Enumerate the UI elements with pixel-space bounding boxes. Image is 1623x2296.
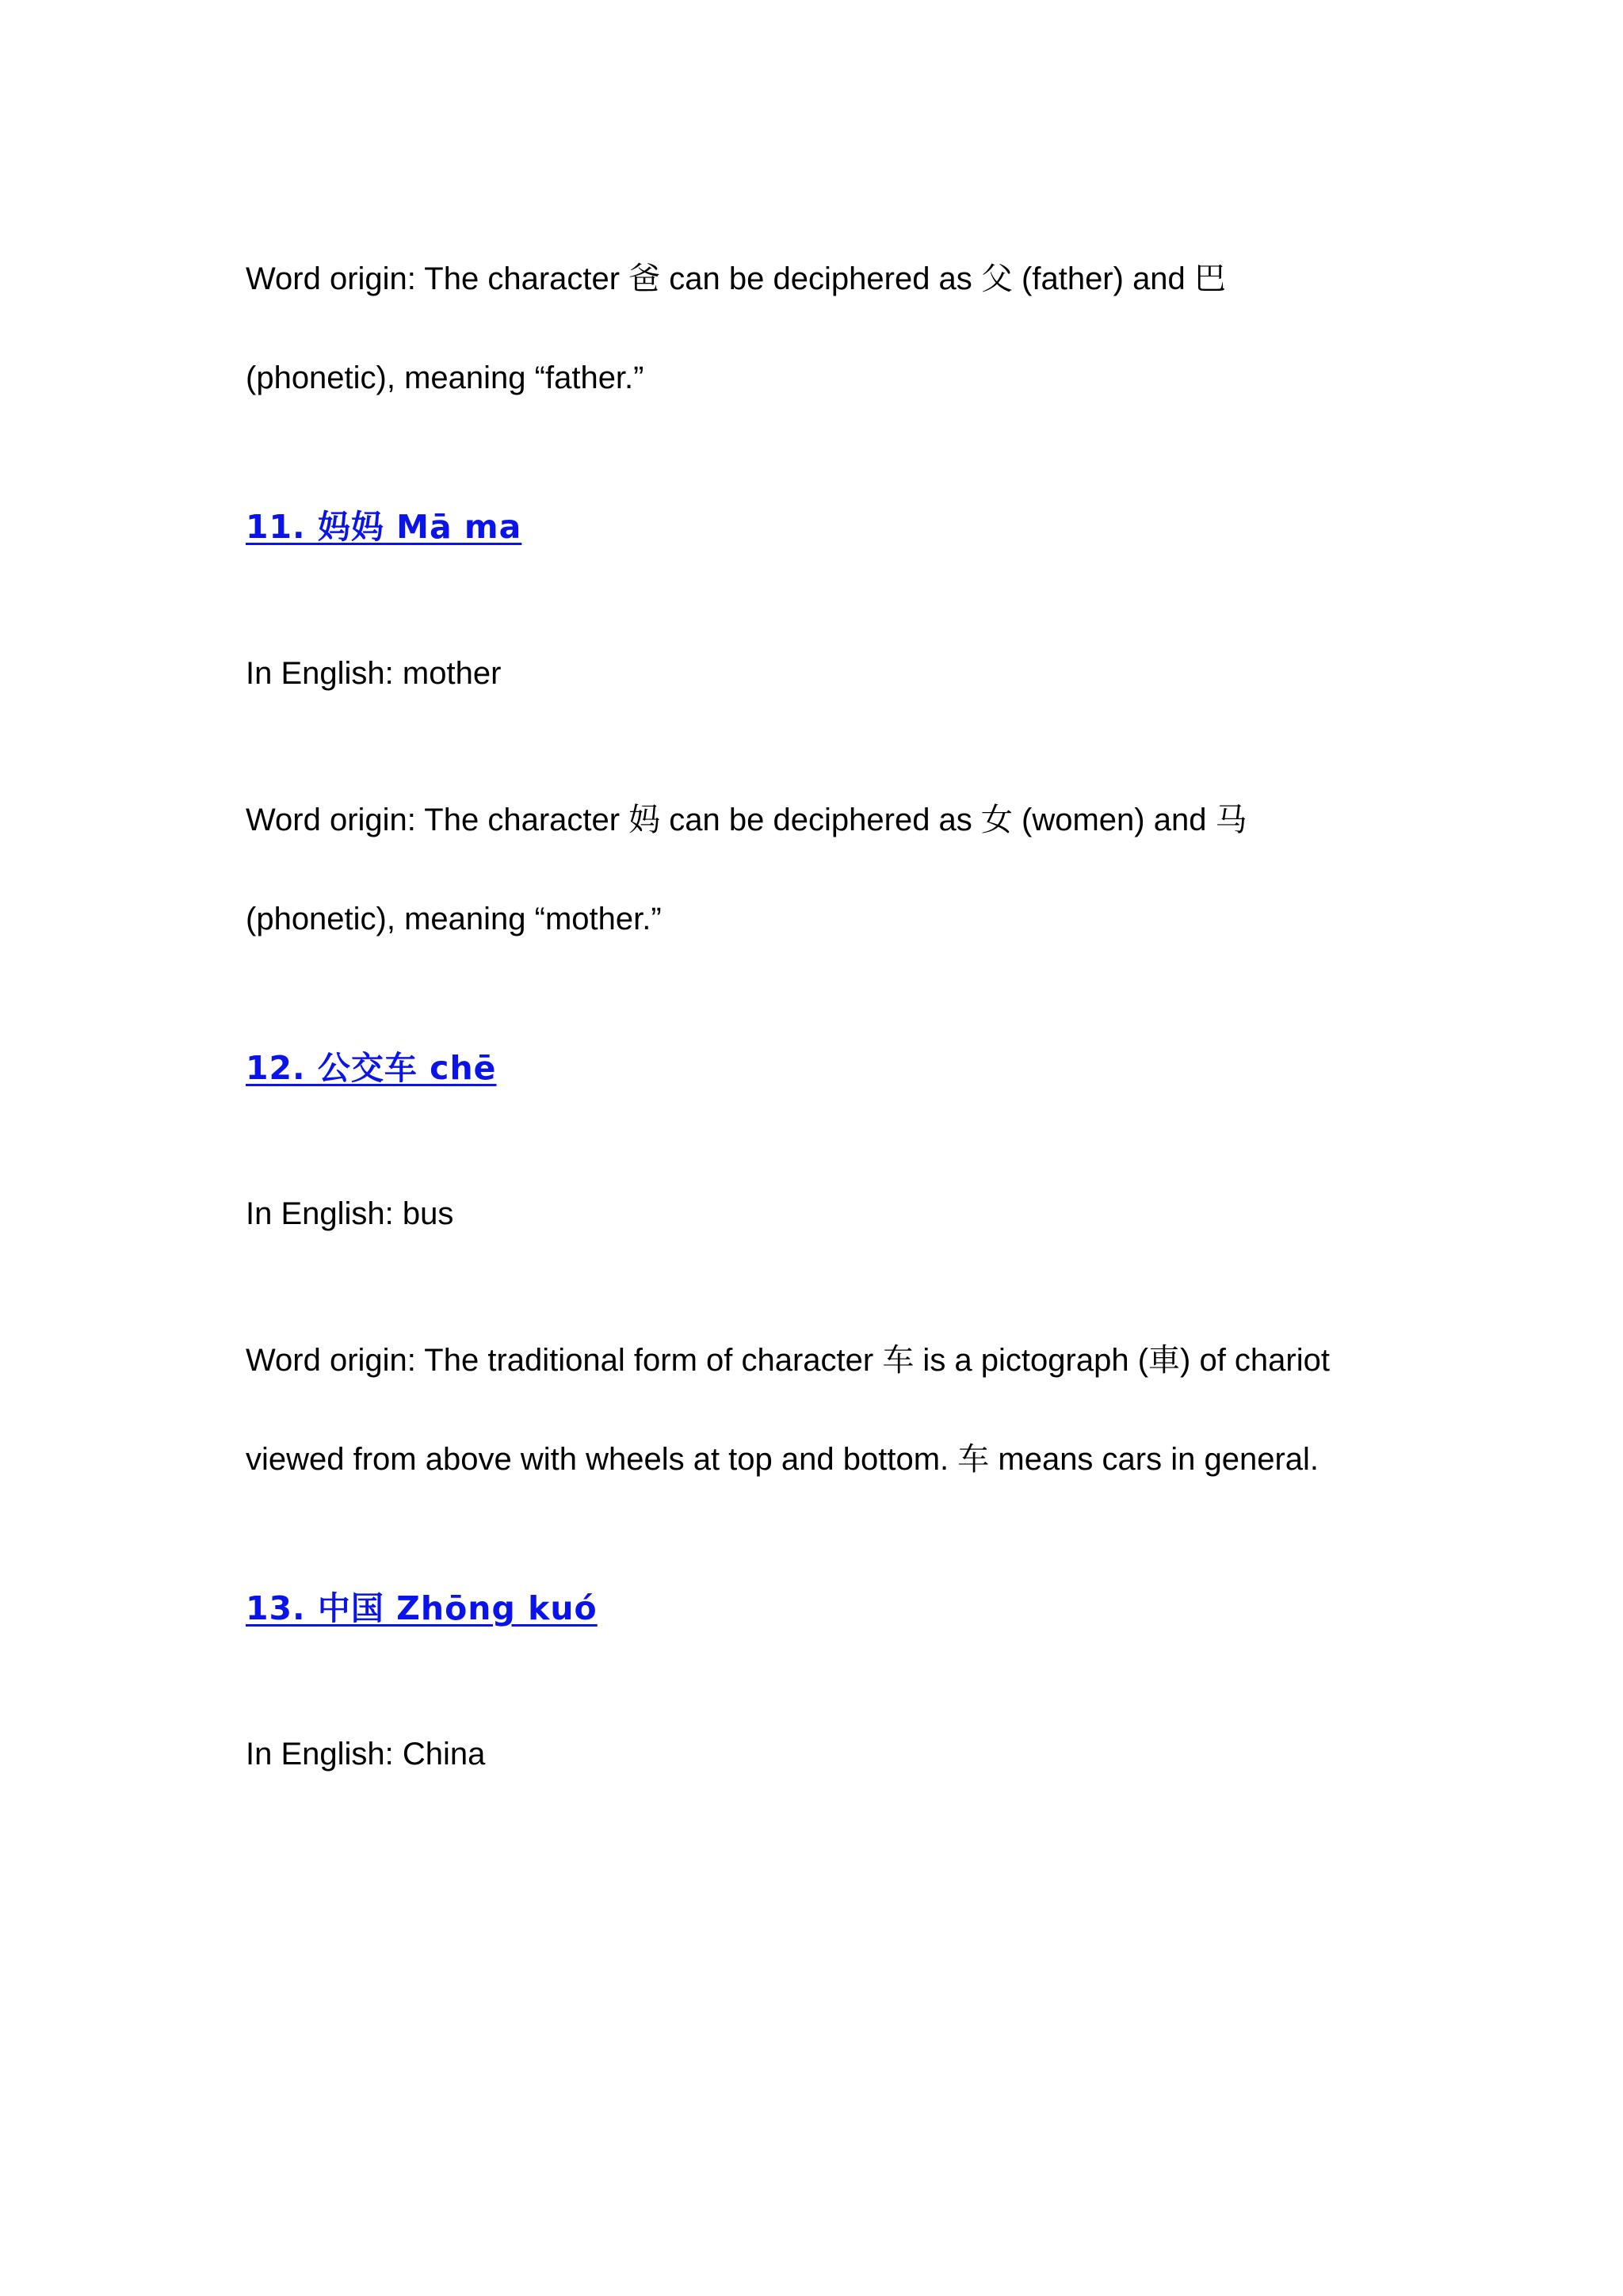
entry-link-mama[interactable]: 11. 妈妈 Mā ma bbox=[246, 508, 522, 546]
word-origin-baba bbox=[246, 230, 1395, 428]
entry-heading-bus bbox=[246, 1044, 1395, 1092]
word-origin-line: viewed from above with wheels at top and bottom. 车 means cars in general. bbox=[246, 1442, 1319, 1477]
english-meaning-china bbox=[246, 1705, 1395, 1804]
word-origin-line: Word origin: The character 爸 can be deciphered as 父 (father) and 巴 bbox=[246, 261, 1226, 296]
english-meaning-bus bbox=[246, 1165, 1395, 1264]
word-origin-line: Word origin: The character 妈 can be deciphered as 女 (women) and 马 bbox=[246, 803, 1247, 837]
entry-link-bus[interactable]: 12. 公交车 chē bbox=[246, 1049, 497, 1087]
english-meaning-line: In English: China bbox=[246, 1737, 486, 1772]
entry-heading-mama bbox=[246, 503, 1395, 551]
entry-heading-china bbox=[246, 1585, 1395, 1632]
word-origin-line: (phonetic), meaning “father.” bbox=[246, 360, 644, 395]
english-meaning-mama bbox=[246, 624, 1395, 723]
english-meaning-line: In English: mother bbox=[246, 656, 502, 691]
word-origin-bus bbox=[246, 1311, 1395, 1509]
english-meaning-line: In English: bus bbox=[246, 1196, 454, 1231]
entry-link-china[interactable]: 13. 中国 Zhōng kuó bbox=[246, 1589, 598, 1627]
word-origin-mama bbox=[246, 771, 1395, 969]
word-origin-line: Word origin: The traditional form of character 车 is a pictograph (車) of chariot bbox=[246, 1343, 1330, 1378]
word-origin-line: (phonetic), meaning “mother.” bbox=[246, 902, 662, 936]
